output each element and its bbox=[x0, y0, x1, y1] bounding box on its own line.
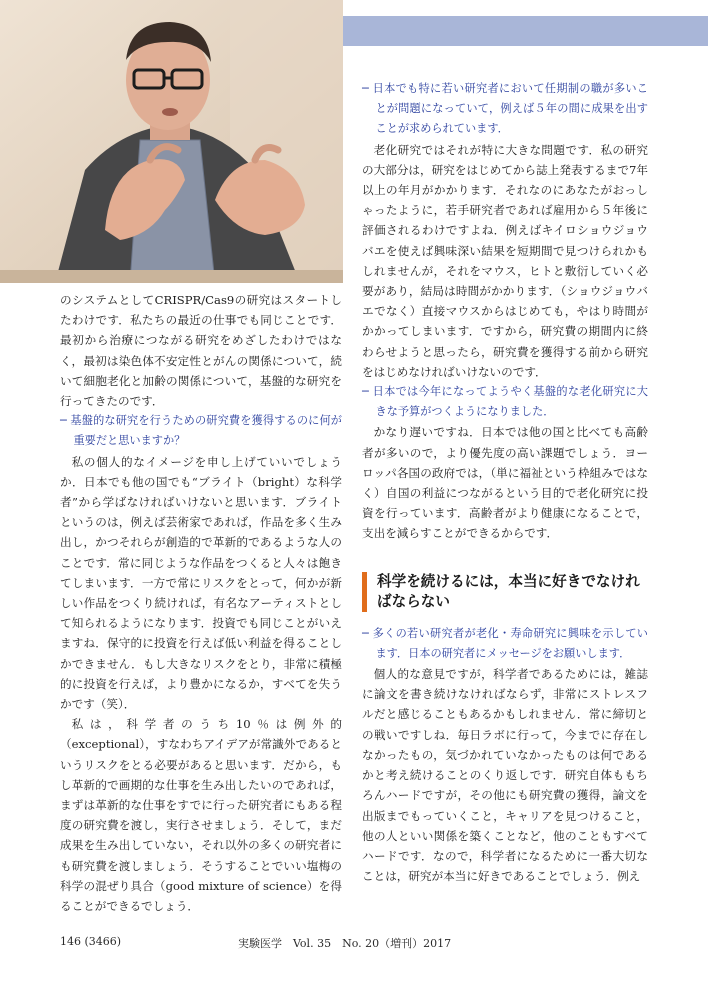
interviewer-question: ─ 日本では今年になってようやく基盤的な老化研究に大きな予算がつくようになりました． bbox=[362, 385, 648, 419]
paragraph: 私の個人的なイメージを申し上げていいでしょうか．日本でも他の国でも“ブライト（bright）な科学者”から学ばなければいけないと思います．ブライトというのは，例えば芸術家であれば，作品を多く生み出し，かつそれらが創造的で革新的であるような人のことです．常に同じような作品をつくると人々は飽きてしまいます．一方で常にリスクをとって，何かが新しい作品をつくり続ければ，有名なアーティストとして知られるようになります．投資でも同じことがいえますね．保守的に投資を行えば低い利益を得ることしかできません．もし大きなリスクをとり，非常に積極的に投資を行えば，より豊かになるか，すべてを失うかです（笑）． bbox=[60, 454, 342, 712]
page-number: 146 (3466) bbox=[60, 935, 122, 948]
paragraph: 個人的な意見ですが，科学者であるためには，雑誌に論文を書き続けなければならず，非常にストレスフルだと感じることもあるかもしれません．常に締切との戦いですしね．毎日ラボに行って，今までに存在しなかったもの，気づかれていなかったものは何であるかと考え続けることのくり返しです．研究自体ももちろんハードですが，その他にも研究費の獲得，論文を出版までもっていくこと，キャリアを見つけること，他の人といい関係を築くことなど，他のこともすべてハードです．なので，科学者になるために一番大切なことは，研究が本当に好きであることでしょう．例え bbox=[362, 667, 648, 884]
interviewer-question: ─ 基盤的な研究を行うための研究費を獲得するのに何が重要だと思いますか？ bbox=[60, 414, 342, 448]
paragraph: のシステムとしてCRISPR/Cas9の研究はスタートしたわけです．私たちの最近の仕事でも同じことです．最初から治療につながる研究をめざしたわけではなく，最初は染色体不安定性とがんの関係について，続いて細胞老化と加齢の関係について，基盤的な研究を行ってきたのです． bbox=[60, 293, 342, 409]
photo-illustration bbox=[0, 0, 343, 283]
paragraph: 老化研究ではそれが特に大きな問題です．私の研究の大部分は，研究をはじめてから誌上発表するまで7年以上の年月がかかります．それなのにあなたがおっしゃったように，若手研究者であれば雇用から５年後に評価されるわけですよね．例えばキイロショウジョウバエを使えば興味深い結果を短期間で見つけられかもしれませんが，それをマウス，ヒトと敷衍していく必要があり，結局は時間がかかります．（ショウジョウバエでなく）直接マウスからはじめても，やはり時間がかかってしまいます．ですから，研究費の期間内に終わらせようと思ったら，研究費を獲得する前から研究をはじめなければいけないのです． bbox=[362, 142, 648, 379]
section-heading: 科学を続けるには，本当に好きでなければならない bbox=[362, 572, 648, 612]
interviewer-question: ─ 多くの若い研究者が老化・寿命研究に興味を示しています．日本の研究者にメッセージをお願いします． bbox=[362, 626, 648, 660]
interviewer-question: ─ 日本でも特に若い研究者において任期制の職が多いことが問題になっていて，例えば５年の間に成果を出すことが求められています． bbox=[362, 82, 648, 136]
interview-photo bbox=[0, 0, 343, 283]
page-footer bbox=[0, 935, 708, 951]
right-column bbox=[362, 79, 648, 886]
left-column bbox=[60, 290, 342, 916]
journal-citation: 実験医学 Vol. 35 No. 20（増刊）2017 bbox=[238, 937, 452, 950]
section-color-bar bbox=[343, 16, 708, 46]
paragraph: 私は，科学者のうち10％は例外的（exceptional），すなわちアイデアが常識外であるというリスクをとる必要があると思います．だから，もし革新的で画期的な仕事を生み出したいのであれば，まずは革新的な仕事をすでに行った研究者にもある程度の研究費を渡し，実行させましょう．そして，まだ成果を生み出していない，それ以外の多くの研究者にも研究費を渡しましょう．そうすることでいい塩梅の科学の混ぜり具合（good mixture of science）を得ることができるでしょう． bbox=[60, 717, 342, 914]
paragraph: かなり遅いですね．日本では他の国と比べても高齢者が多いので，より優先度の高い課題でしょう．ヨーロッパ各国の政府では，（単に福祉という枠組みではなく）自国の利益につながるという目的で老化研究に投資を行っています．高齢者がより健康になることで，支出を減らすことができるからです． bbox=[362, 425, 648, 541]
